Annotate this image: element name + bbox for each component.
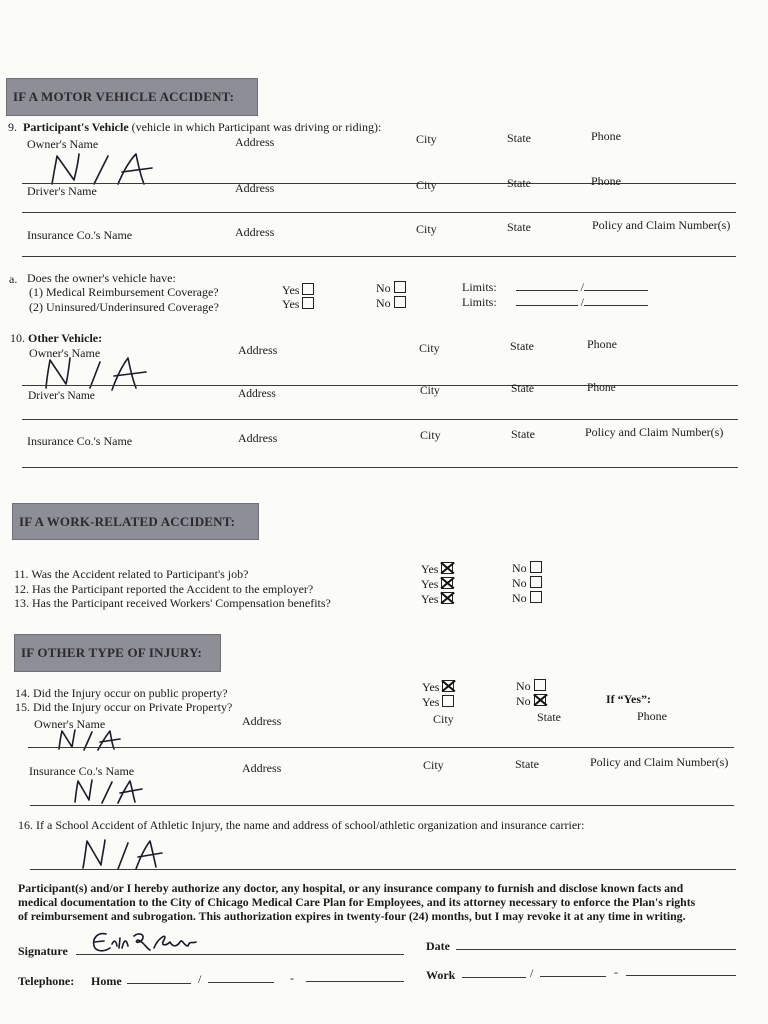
label-drivers-name: Driver's Name	[27, 184, 97, 198]
yes-label: Yes	[421, 577, 439, 591]
section-header-work-related	[12, 503, 259, 540]
checkbox-qa2-yes[interactable]	[302, 297, 314, 309]
label-policy: Policy and Claim Number(s)	[585, 425, 724, 439]
q14-no	[516, 679, 546, 694]
label-state: State	[507, 220, 531, 234]
handwritten-signature	[88, 928, 200, 956]
limits-label: Limits:	[462, 295, 497, 309]
label-insurance-name: Insurance Co.'s Name	[27, 434, 133, 448]
qa-item-1: (1) Medical Reimbursement Coverage?	[29, 285, 219, 299]
label-phone: Phone	[637, 709, 667, 723]
q9-title: Participant's Vehicle	[23, 120, 129, 134]
qa2-no	[376, 296, 406, 311]
qa-label: a.	[9, 272, 18, 286]
telephone-label: Telephone:	[18, 974, 75, 988]
handwritten-na-owner-injury	[56, 727, 122, 753]
label-state: State	[515, 757, 539, 771]
qa1-no	[376, 281, 406, 296]
q13-no	[512, 591, 542, 606]
label-city: City	[416, 178, 437, 192]
yes-label: Yes	[282, 297, 300, 311]
authorization-line-2: medical documentation to the City of Chicago Medical Care Plan for Employees, and its attorney necessary to enforce the Plan's rights	[18, 895, 696, 909]
q12-no	[512, 576, 542, 591]
checkbox-q15-no-checked[interactable]	[534, 694, 546, 706]
label-city: City	[416, 222, 437, 236]
checkbox-q14-no[interactable]	[534, 679, 546, 691]
work-prefix-line[interactable]	[540, 976, 606, 977]
q9-subtitle: (vehicle in which Participant was driving or riding):	[131, 120, 382, 134]
slash: /	[580, 280, 585, 294]
yes-label: Yes	[421, 592, 439, 606]
q12-question: 12. Has the Participant reported the Accident to the employer?	[14, 582, 314, 596]
label-city: City	[419, 341, 440, 355]
label-city: City	[416, 132, 437, 146]
limits-field-1a[interactable]	[516, 280, 578, 291]
label-owners-name: Owner's Name	[34, 717, 106, 731]
checkbox-q12-yes-checked[interactable]	[441, 577, 453, 589]
section-header-text: IF A MOTOR VEHICLE ACCIDENT:	[13, 89, 235, 104]
label-address: Address	[235, 225, 275, 239]
qa-question: Does the owner's vehicle have:	[27, 271, 176, 285]
work-number-line[interactable]	[626, 975, 736, 976]
section-header-motor-vehicle	[6, 78, 258, 116]
label-phone: Phone	[591, 174, 621, 188]
q15-no	[516, 694, 546, 709]
label-policy: Policy and Claim Number(s)	[592, 218, 731, 232]
section-header-other-injury	[14, 634, 221, 672]
label-owners-name: Owner's Name	[29, 346, 101, 360]
q11-question: 11. Was the Accident related to Participant's job?	[14, 567, 249, 581]
home-label: Home	[91, 974, 122, 988]
qa2-yes	[282, 297, 314, 312]
checkbox-qa2-no[interactable]	[394, 296, 406, 308]
label-insurance-name: Insurance Co.'s Name	[29, 764, 135, 778]
q14-question: 14. Did the Injury occur on public property?	[15, 686, 228, 700]
handwritten-na-insurance-injury	[72, 776, 144, 806]
label-address: Address	[235, 181, 275, 195]
checkbox-q13-no[interactable]	[530, 591, 542, 603]
section-header-text: IF A WORK-RELATED ACCIDENT:	[19, 513, 236, 529]
q12-yes	[421, 577, 453, 592]
checkbox-q11-yes-checked[interactable]	[441, 562, 453, 574]
label-owners-name: Owner's Name	[27, 137, 99, 151]
checkbox-qa1-no[interactable]	[394, 281, 406, 293]
q15-question: 15. Did the Injury occur on Private Property?	[15, 700, 233, 714]
authorization-line-3: of reimbursement and subrogation. This authorization expires in twenty-four (24) months, but I may revoke it at any time in writing.	[18, 909, 686, 923]
signature-label: Signature	[18, 944, 68, 958]
label-state: State	[511, 427, 535, 441]
label-drivers-name: Driver's Name	[28, 390, 95, 402]
q9-number: 9.	[8, 120, 17, 134]
limits-field-1b[interactable]	[584, 280, 648, 291]
handwritten-na-other-vehicle	[42, 352, 152, 394]
q14-yes	[422, 680, 454, 695]
home-prefix-line[interactable]	[208, 982, 274, 983]
label-state: State	[507, 131, 531, 145]
handwritten-na-school	[80, 835, 164, 873]
no-label: No	[512, 561, 527, 575]
no-label: No	[512, 576, 527, 590]
field-line	[22, 467, 738, 468]
home-area-code-line[interactable]	[127, 983, 191, 984]
label-phone: Phone	[591, 129, 621, 143]
q10-heading	[10, 331, 102, 346]
q11-no	[512, 561, 542, 576]
label-insurance-name: Insurance Co.'s Name	[27, 228, 133, 242]
label-city: City	[433, 712, 454, 726]
no-label: No	[516, 694, 531, 708]
section-header-text: IF OTHER TYPE OF INJURY:	[21, 645, 203, 660]
yes-label: Yes	[421, 562, 439, 576]
q11-yes	[421, 562, 453, 577]
q13-yes	[421, 592, 453, 607]
checkbox-q13-yes-checked[interactable]	[441, 592, 453, 604]
field-line	[22, 183, 736, 184]
yes-label: Yes	[422, 695, 440, 709]
yes-label: Yes	[282, 283, 300, 297]
checkbox-q15-yes[interactable]	[442, 695, 454, 707]
no-label: No	[376, 281, 391, 295]
work-label: Work	[426, 968, 456, 982]
qa-item-2: (2) Uninsured/Underinsured Coverage?	[29, 300, 219, 314]
label-state: State	[510, 339, 534, 353]
work-dash: -	[614, 965, 618, 979]
label-address: Address	[238, 431, 278, 445]
field-line	[28, 747, 734, 748]
if-yes-label: If “Yes”:	[606, 692, 651, 706]
q16-question: 16. If a School Accident of Athletic Injury, the name and address of school/athletic organization and insurance carrier:	[18, 818, 585, 832]
work-slash: /	[530, 966, 534, 980]
field-line	[22, 385, 738, 386]
field-line	[30, 805, 734, 806]
no-label: No	[516, 679, 531, 693]
label-address: Address	[238, 388, 276, 400]
no-label: No	[376, 296, 391, 310]
label-city: City	[420, 385, 440, 397]
checkbox-q12-no[interactable]	[530, 576, 542, 588]
field-line	[22, 212, 736, 213]
label-address: Address	[242, 761, 282, 775]
qa1-yes	[282, 283, 314, 298]
q13-question: 13. Has the Participant received Workers' Compensation benefits?	[14, 596, 331, 610]
authorization-line-1: Participant(s) and/or I hereby authorize any doctor, any hospital, or any insurance company to furnish and disclose known facts and	[18, 881, 684, 895]
no-label: No	[512, 591, 527, 605]
label-state: State	[511, 383, 534, 395]
home-number-line[interactable]	[306, 981, 404, 982]
label-phone: Phone	[587, 337, 617, 351]
q9-heading	[8, 120, 381, 135]
q10-title: Other Vehicle:	[28, 331, 103, 345]
checkbox-q11-no[interactable]	[530, 561, 542, 573]
yes-label: Yes	[422, 680, 440, 694]
label-state: State	[537, 710, 561, 724]
checkbox-qa1-yes[interactable]	[302, 283, 314, 295]
label-address: Address	[242, 714, 282, 728]
limits-label: Limits:	[462, 280, 497, 294]
qa2-limits	[462, 295, 648, 310]
limits-field-2b[interactable]	[584, 295, 648, 306]
home-dash: -	[290, 971, 294, 985]
label-policy: Policy and Claim Number(s)	[590, 755, 729, 769]
label-city: City	[423, 758, 444, 772]
qa1-limits	[462, 280, 648, 295]
home-slash: /	[198, 972, 202, 986]
field-line	[22, 419, 738, 420]
label-address: Address	[238, 343, 278, 357]
checkbox-q14-yes-checked[interactable]	[442, 680, 454, 692]
field-line	[22, 256, 736, 257]
limits-field-2a[interactable]	[516, 295, 578, 306]
label-state: State	[507, 176, 531, 190]
q10-number: 10.	[10, 331, 25, 345]
label-phone: Phone	[587, 382, 616, 394]
q15-yes	[422, 695, 454, 710]
label-city: City	[420, 428, 441, 442]
date-label: Date	[426, 939, 450, 953]
slash: /	[580, 295, 585, 309]
date-line[interactable]	[456, 949, 736, 950]
work-area-code-line[interactable]	[462, 977, 526, 978]
label-address: Address	[235, 135, 275, 149]
field-line	[30, 869, 736, 870]
